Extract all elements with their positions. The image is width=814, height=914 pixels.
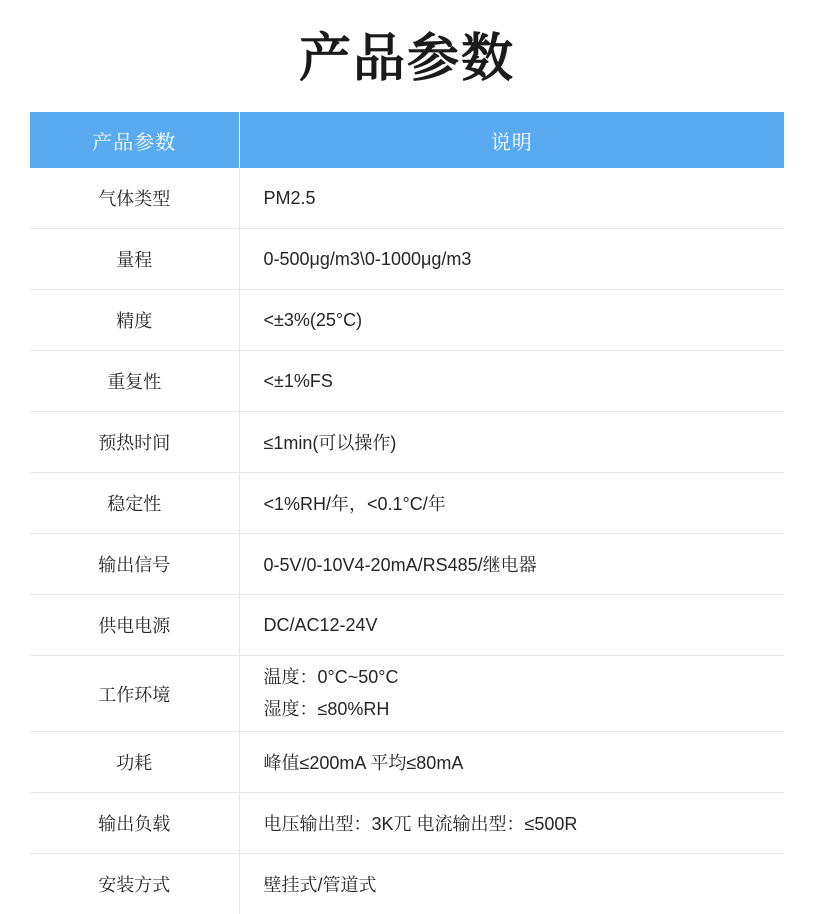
row-label: 气体类型	[30, 168, 239, 229]
spec-table	[30, 112, 784, 914]
row-value-line-1: 温度：0°C~50°C	[263, 667, 399, 688]
table-row	[30, 854, 784, 914]
spec-table-header	[30, 112, 784, 168]
column-header-description: 说明	[239, 112, 784, 168]
row-label: 重复性	[30, 351, 239, 412]
table-row	[30, 412, 784, 473]
column-header-parameter: 产品参数	[30, 112, 239, 168]
table-row	[30, 229, 784, 290]
table-row	[30, 656, 784, 732]
row-value: 壁挂式/管道式	[239, 854, 784, 914]
row-value: <±1%FS	[239, 351, 784, 412]
row-label: 供电电源	[30, 595, 239, 656]
table-row	[30, 595, 784, 656]
row-value: 峰值≤200mA 平均≤80mA	[239, 732, 784, 793]
row-label: 输出信号	[30, 534, 239, 595]
row-label: 精度	[30, 290, 239, 351]
row-value: DC/AC12-24V	[239, 595, 784, 656]
spec-table-body	[30, 168, 784, 914]
row-label: 功耗	[30, 732, 239, 793]
page-title: 产品参数	[298, 30, 515, 88]
row-label: 量程	[30, 229, 239, 290]
row-value: 电压输出型：3K兀 电流输出型：≤500R	[239, 793, 784, 854]
row-value: <1%RH/年，<0.1°C/年	[239, 473, 784, 534]
row-value-line-2: 湿度：≤80%RH	[263, 698, 390, 719]
table-row	[30, 534, 784, 595]
spec-table-container	[30, 112, 784, 914]
table-row	[30, 473, 784, 534]
row-value: <±3%(25°C)	[239, 290, 784, 351]
row-value: 0-5V/0-10V4-20mA/RS485/继电器	[239, 534, 784, 595]
row-value-multiline	[264, 662, 779, 725]
row-value: 0-500μg/m3\0-1000μg/m3	[239, 229, 784, 290]
row-label: 输出负载	[30, 793, 239, 854]
row-label: 工作环境	[30, 656, 239, 732]
row-value: PM2.5	[239, 168, 784, 229]
table-row	[30, 732, 784, 793]
row-label: 安装方式	[30, 854, 239, 914]
row-label: 预热时间	[30, 412, 239, 473]
table-row	[30, 793, 784, 854]
table-header-row	[30, 112, 784, 168]
table-row	[30, 168, 784, 229]
row-value: ≤1min(可以操作)	[239, 412, 784, 473]
row-label: 稳定性	[30, 473, 239, 534]
table-row	[30, 351, 784, 412]
table-row	[30, 290, 784, 351]
row-value	[239, 656, 784, 732]
